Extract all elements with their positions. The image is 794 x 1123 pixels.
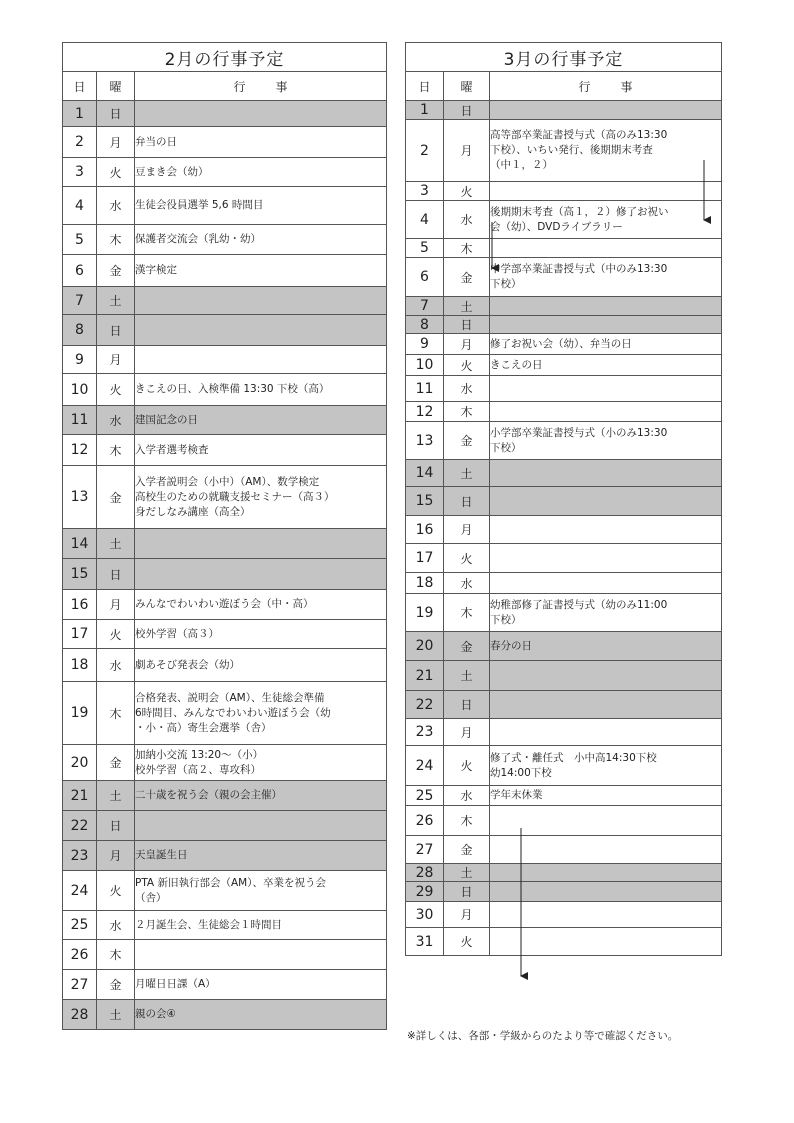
day-cell: 1 — [63, 101, 97, 127]
weekday-cell: 日 — [444, 316, 490, 334]
day-cell: 12 — [406, 402, 444, 422]
event-cell: 弁当の日 — [135, 127, 387, 158]
day-cell: 9 — [63, 346, 97, 374]
weekday-cell: 日 — [444, 487, 490, 516]
day-cell: 5 — [406, 239, 444, 258]
weekday-cell: 火 — [444, 182, 490, 201]
weekday-cell: 月 — [97, 590, 135, 620]
day-cell: 17 — [406, 544, 444, 573]
weekday-cell: 日 — [97, 101, 135, 127]
table-row — [406, 516, 722, 544]
table-row — [406, 101, 722, 120]
day-cell: 21 — [406, 661, 444, 691]
weekday-cell: 水 — [97, 911, 135, 940]
table-row — [406, 864, 722, 882]
event-cell: 入学者説明会（小中）（AM）、数学検定 高校生のための就職支援セミナー（高３） 身だしなみ講座（高全） — [135, 466, 387, 529]
event-cell — [490, 101, 722, 120]
header-day: 日 — [63, 72, 97, 101]
event-cell: ２月誕生会、生徒総会１時間目 — [135, 911, 387, 940]
february-title: 2月の行事予定 — [63, 43, 387, 72]
day-cell: 26 — [406, 806, 444, 836]
march-rows — [406, 101, 722, 956]
header-weekday: 曜 — [444, 72, 490, 101]
table-row — [63, 374, 387, 406]
table-row — [406, 376, 722, 402]
weekday-cell: 木 — [444, 594, 490, 632]
day-cell: 11 — [63, 406, 97, 435]
event-cell — [490, 836, 722, 864]
event-cell — [135, 101, 387, 127]
table-row — [63, 940, 387, 970]
table-row — [406, 239, 722, 258]
event-cell: 修了お祝い会（幼）、弁当の日 — [490, 334, 722, 355]
day-cell: 14 — [406, 460, 444, 487]
event-cell: 校外学習（高３） — [135, 620, 387, 649]
february-rows — [63, 101, 387, 1030]
table-row — [406, 334, 722, 355]
day-cell: 8 — [406, 316, 444, 334]
weekday-cell: 土 — [444, 297, 490, 316]
day-cell: 21 — [63, 781, 97, 811]
table-row — [406, 355, 722, 376]
event-cell: 後期期末考査（高１，２）修了お祝い 会（幼）、DVDライブラリー — [490, 201, 722, 239]
day-cell: 23 — [63, 841, 97, 871]
header-event: 行事 — [490, 72, 722, 101]
day-cell: 7 — [406, 297, 444, 316]
table-row — [406, 806, 722, 836]
weekday-cell: 金 — [444, 632, 490, 661]
event-cell — [490, 902, 722, 928]
event-cell: きこえの日、入検準備 13:30 下校（高） — [135, 374, 387, 406]
weekday-cell: 水 — [97, 187, 135, 225]
table-row — [406, 316, 722, 334]
weekday-cell: 月 — [97, 346, 135, 374]
weekday-cell: 火 — [97, 620, 135, 649]
weekday-cell: 月 — [444, 334, 490, 355]
header-weekday: 曜 — [97, 72, 135, 101]
event-cell: 入学者選考検査 — [135, 435, 387, 466]
weekday-cell: 月 — [97, 841, 135, 871]
day-cell: 20 — [63, 745, 97, 781]
table-row — [406, 120, 722, 182]
weekday-cell: 水 — [97, 649, 135, 682]
weekday-cell: 木 — [97, 940, 135, 970]
event-cell — [135, 315, 387, 346]
weekday-cell: 水 — [444, 201, 490, 239]
table-row — [406, 297, 722, 316]
day-cell: 27 — [406, 836, 444, 864]
weekday-cell: 日 — [97, 315, 135, 346]
weekday-cell: 金 — [444, 258, 490, 297]
weekday-cell: 土 — [97, 287, 135, 315]
table-row — [406, 928, 722, 956]
weekday-cell: 木 — [444, 402, 490, 422]
table-row — [406, 460, 722, 487]
table-row — [406, 902, 722, 928]
day-cell: 17 — [63, 620, 97, 649]
table-row — [63, 871, 387, 911]
event-cell: 春分の日 — [490, 632, 722, 661]
weekday-cell: 金 — [97, 255, 135, 287]
day-cell: 4 — [63, 187, 97, 225]
table-row — [63, 127, 387, 158]
weekday-cell: 日 — [444, 101, 490, 120]
table-row — [63, 315, 387, 346]
table-row — [63, 781, 387, 811]
table-row — [406, 487, 722, 516]
day-cell: 31 — [406, 928, 444, 956]
event-cell: 天皇誕生日 — [135, 841, 387, 871]
weekday-cell: 木 — [97, 225, 135, 255]
event-cell — [135, 287, 387, 315]
event-cell — [490, 516, 722, 544]
table-row — [63, 841, 387, 871]
event-cell — [490, 460, 722, 487]
day-cell: 28 — [406, 864, 444, 882]
day-cell: 18 — [406, 573, 444, 594]
event-cell: 合格発表、説明会（AM）、生徒総会準備 6時間目、みんなでわいわい遊ぼう会（幼 ・小・高）寄生会選挙（舎） — [135, 682, 387, 745]
day-cell: 6 — [63, 255, 97, 287]
day-cell: 13 — [406, 422, 444, 460]
day-cell: 25 — [406, 786, 444, 806]
weekday-cell: 月 — [444, 516, 490, 544]
weekday-cell: 月 — [444, 902, 490, 928]
day-cell: 9 — [406, 334, 444, 355]
event-cell: 劇あそび発表会（幼） — [135, 649, 387, 682]
weekday-cell: 日 — [97, 559, 135, 590]
event-cell — [490, 928, 722, 956]
event-cell — [490, 864, 722, 882]
event-cell — [490, 544, 722, 573]
day-cell: 27 — [63, 970, 97, 1000]
footnote: ※詳しくは、各部・学級からのたより等で確認ください。 — [407, 1030, 679, 1042]
event-cell — [490, 691, 722, 719]
table-row — [406, 201, 722, 239]
day-cell: 29 — [406, 882, 444, 902]
event-cell — [490, 573, 722, 594]
march-schedule-table — [405, 42, 722, 956]
table-row — [63, 682, 387, 745]
weekday-cell: 金 — [97, 970, 135, 1000]
event-cell — [490, 239, 722, 258]
event-cell — [490, 661, 722, 691]
day-cell: 30 — [406, 902, 444, 928]
event-cell — [490, 316, 722, 334]
day-cell: 26 — [63, 940, 97, 970]
event-cell — [490, 297, 722, 316]
table-row — [406, 573, 722, 594]
table-row — [63, 225, 387, 255]
table-row — [63, 1000, 387, 1030]
day-cell: 10 — [63, 374, 97, 406]
day-cell: 19 — [63, 682, 97, 745]
march-title: 3月の行事予定 — [406, 43, 722, 72]
table-row — [406, 786, 722, 806]
weekday-cell: 水 — [444, 573, 490, 594]
weekday-cell: 火 — [97, 871, 135, 911]
table-row — [63, 745, 387, 781]
table-row — [63, 255, 387, 287]
table-row — [406, 422, 722, 460]
event-cell — [490, 182, 722, 201]
event-cell — [490, 402, 722, 422]
event-cell: みんなでわいわい遊ぼう会（中・高） — [135, 590, 387, 620]
weekday-cell: 金 — [444, 422, 490, 460]
event-cell: 建国記念の日 — [135, 406, 387, 435]
day-cell: 14 — [63, 529, 97, 559]
event-cell: 中学部卒業証書授与式（中のみ13:30 下校） — [490, 258, 722, 297]
weekday-cell: 水 — [444, 786, 490, 806]
table-row — [63, 590, 387, 620]
event-cell: 二十歳を祝う会（親の会主催） — [135, 781, 387, 811]
table-row — [63, 406, 387, 435]
table-row — [406, 594, 722, 632]
event-cell: PTA 新旧執行部会（AM）、卒業を祝う会 （舎） — [135, 871, 387, 911]
table-row — [63, 529, 387, 559]
weekday-cell: 土 — [444, 864, 490, 882]
event-cell: 小学部卒業証書授与式（小のみ13:30 下校） — [490, 422, 722, 460]
table-row — [63, 466, 387, 529]
weekday-cell: 水 — [444, 376, 490, 402]
event-cell: 保護者交流会（乳幼・幼） — [135, 225, 387, 255]
day-cell: 3 — [406, 182, 444, 201]
day-cell: 2 — [406, 120, 444, 182]
event-cell: 生徒会役員選挙 5,6 時間目 — [135, 187, 387, 225]
day-cell: 16 — [63, 590, 97, 620]
table-row — [406, 632, 722, 661]
table-row — [63, 346, 387, 374]
table-row — [406, 661, 722, 691]
weekday-cell: 土 — [97, 781, 135, 811]
weekday-cell: 土 — [444, 460, 490, 487]
weekday-cell: 火 — [97, 158, 135, 187]
day-cell: 5 — [63, 225, 97, 255]
event-cell: 幼稚部修了証書授与式（幼のみ11:00 下校） — [490, 594, 722, 632]
table-row — [63, 620, 387, 649]
day-cell: 10 — [406, 355, 444, 376]
weekday-cell: 日 — [444, 691, 490, 719]
event-cell — [490, 487, 722, 516]
day-cell: 12 — [63, 435, 97, 466]
weekday-cell: 木 — [444, 806, 490, 836]
february-schedule-table — [62, 42, 387, 1030]
weekday-cell: 日 — [97, 811, 135, 841]
event-cell — [135, 940, 387, 970]
day-cell: 23 — [406, 719, 444, 746]
event-cell — [135, 346, 387, 374]
weekday-cell: 土 — [444, 661, 490, 691]
event-cell — [135, 559, 387, 590]
event-cell — [490, 882, 722, 902]
weekday-cell: 木 — [444, 239, 490, 258]
table-row — [406, 182, 722, 201]
weekday-cell: 土 — [97, 529, 135, 559]
table-row — [406, 544, 722, 573]
weekday-cell: 金 — [444, 836, 490, 864]
day-cell: 4 — [406, 201, 444, 239]
weekday-cell: 火 — [444, 928, 490, 956]
table-row — [406, 258, 722, 297]
event-cell: 親の会④ — [135, 1000, 387, 1030]
table-row — [63, 911, 387, 940]
event-cell: 学年末休業 — [490, 786, 722, 806]
event-cell: 高等部卒業証書授与式（高のみ13:30 下校）、いちい発行、後期期末考査 （中１，２） — [490, 120, 722, 182]
table-row — [63, 287, 387, 315]
day-cell: 18 — [63, 649, 97, 682]
table-row — [63, 187, 387, 225]
event-cell: 加納小交流 13:20～（小） 校外学習（高２、専攻科） — [135, 745, 387, 781]
day-cell: 16 — [406, 516, 444, 544]
event-cell — [490, 376, 722, 402]
event-cell — [490, 719, 722, 746]
table-row — [406, 882, 722, 902]
weekday-cell: 土 — [97, 1000, 135, 1030]
day-cell: 6 — [406, 258, 444, 297]
weekday-cell: 水 — [97, 406, 135, 435]
day-cell: 19 — [406, 594, 444, 632]
event-cell: 月曜日日課（A） — [135, 970, 387, 1000]
table-row — [63, 101, 387, 127]
weekday-cell: 火 — [444, 746, 490, 786]
table-row — [63, 158, 387, 187]
day-cell: 1 — [406, 101, 444, 120]
table-row — [63, 559, 387, 590]
day-cell: 15 — [63, 559, 97, 590]
table-row — [406, 691, 722, 719]
table-row — [406, 746, 722, 786]
event-cell: 漢字検定 — [135, 255, 387, 287]
table-row — [63, 435, 387, 466]
weekday-cell: 火 — [444, 544, 490, 573]
day-cell: 13 — [63, 466, 97, 529]
day-cell: 2 — [63, 127, 97, 158]
weekday-cell: 月 — [444, 120, 490, 182]
table-row — [406, 836, 722, 864]
day-cell: 28 — [63, 1000, 97, 1030]
day-cell: 24 — [63, 871, 97, 911]
event-cell — [135, 811, 387, 841]
day-cell: 3 — [63, 158, 97, 187]
day-cell: 24 — [406, 746, 444, 786]
table-row — [63, 970, 387, 1000]
day-cell: 15 — [406, 487, 444, 516]
event-cell: きこえの日 — [490, 355, 722, 376]
weekday-cell: 金 — [97, 745, 135, 781]
header-day: 日 — [406, 72, 444, 101]
weekday-cell: 木 — [97, 682, 135, 745]
day-cell: 7 — [63, 287, 97, 315]
event-cell — [490, 806, 722, 836]
event-cell — [135, 529, 387, 559]
table-row — [406, 402, 722, 422]
weekday-cell: 月 — [444, 719, 490, 746]
day-cell: 11 — [406, 376, 444, 402]
table-row — [406, 719, 722, 746]
day-cell: 22 — [63, 811, 97, 841]
day-cell: 8 — [63, 315, 97, 346]
day-cell: 20 — [406, 632, 444, 661]
header-event: 行事 — [135, 72, 387, 101]
weekday-cell: 火 — [444, 355, 490, 376]
weekday-cell: 火 — [97, 374, 135, 406]
weekday-cell: 日 — [444, 882, 490, 902]
event-cell: 修了式・離任式 小中高14:30下校 幼14:00下校 — [490, 746, 722, 786]
day-cell: 25 — [63, 911, 97, 940]
table-row — [63, 649, 387, 682]
weekday-cell: 金 — [97, 466, 135, 529]
event-cell: 豆まき会（幼） — [135, 158, 387, 187]
day-cell: 22 — [406, 691, 444, 719]
table-row — [63, 811, 387, 841]
weekday-cell: 木 — [97, 435, 135, 466]
weekday-cell: 月 — [97, 127, 135, 158]
